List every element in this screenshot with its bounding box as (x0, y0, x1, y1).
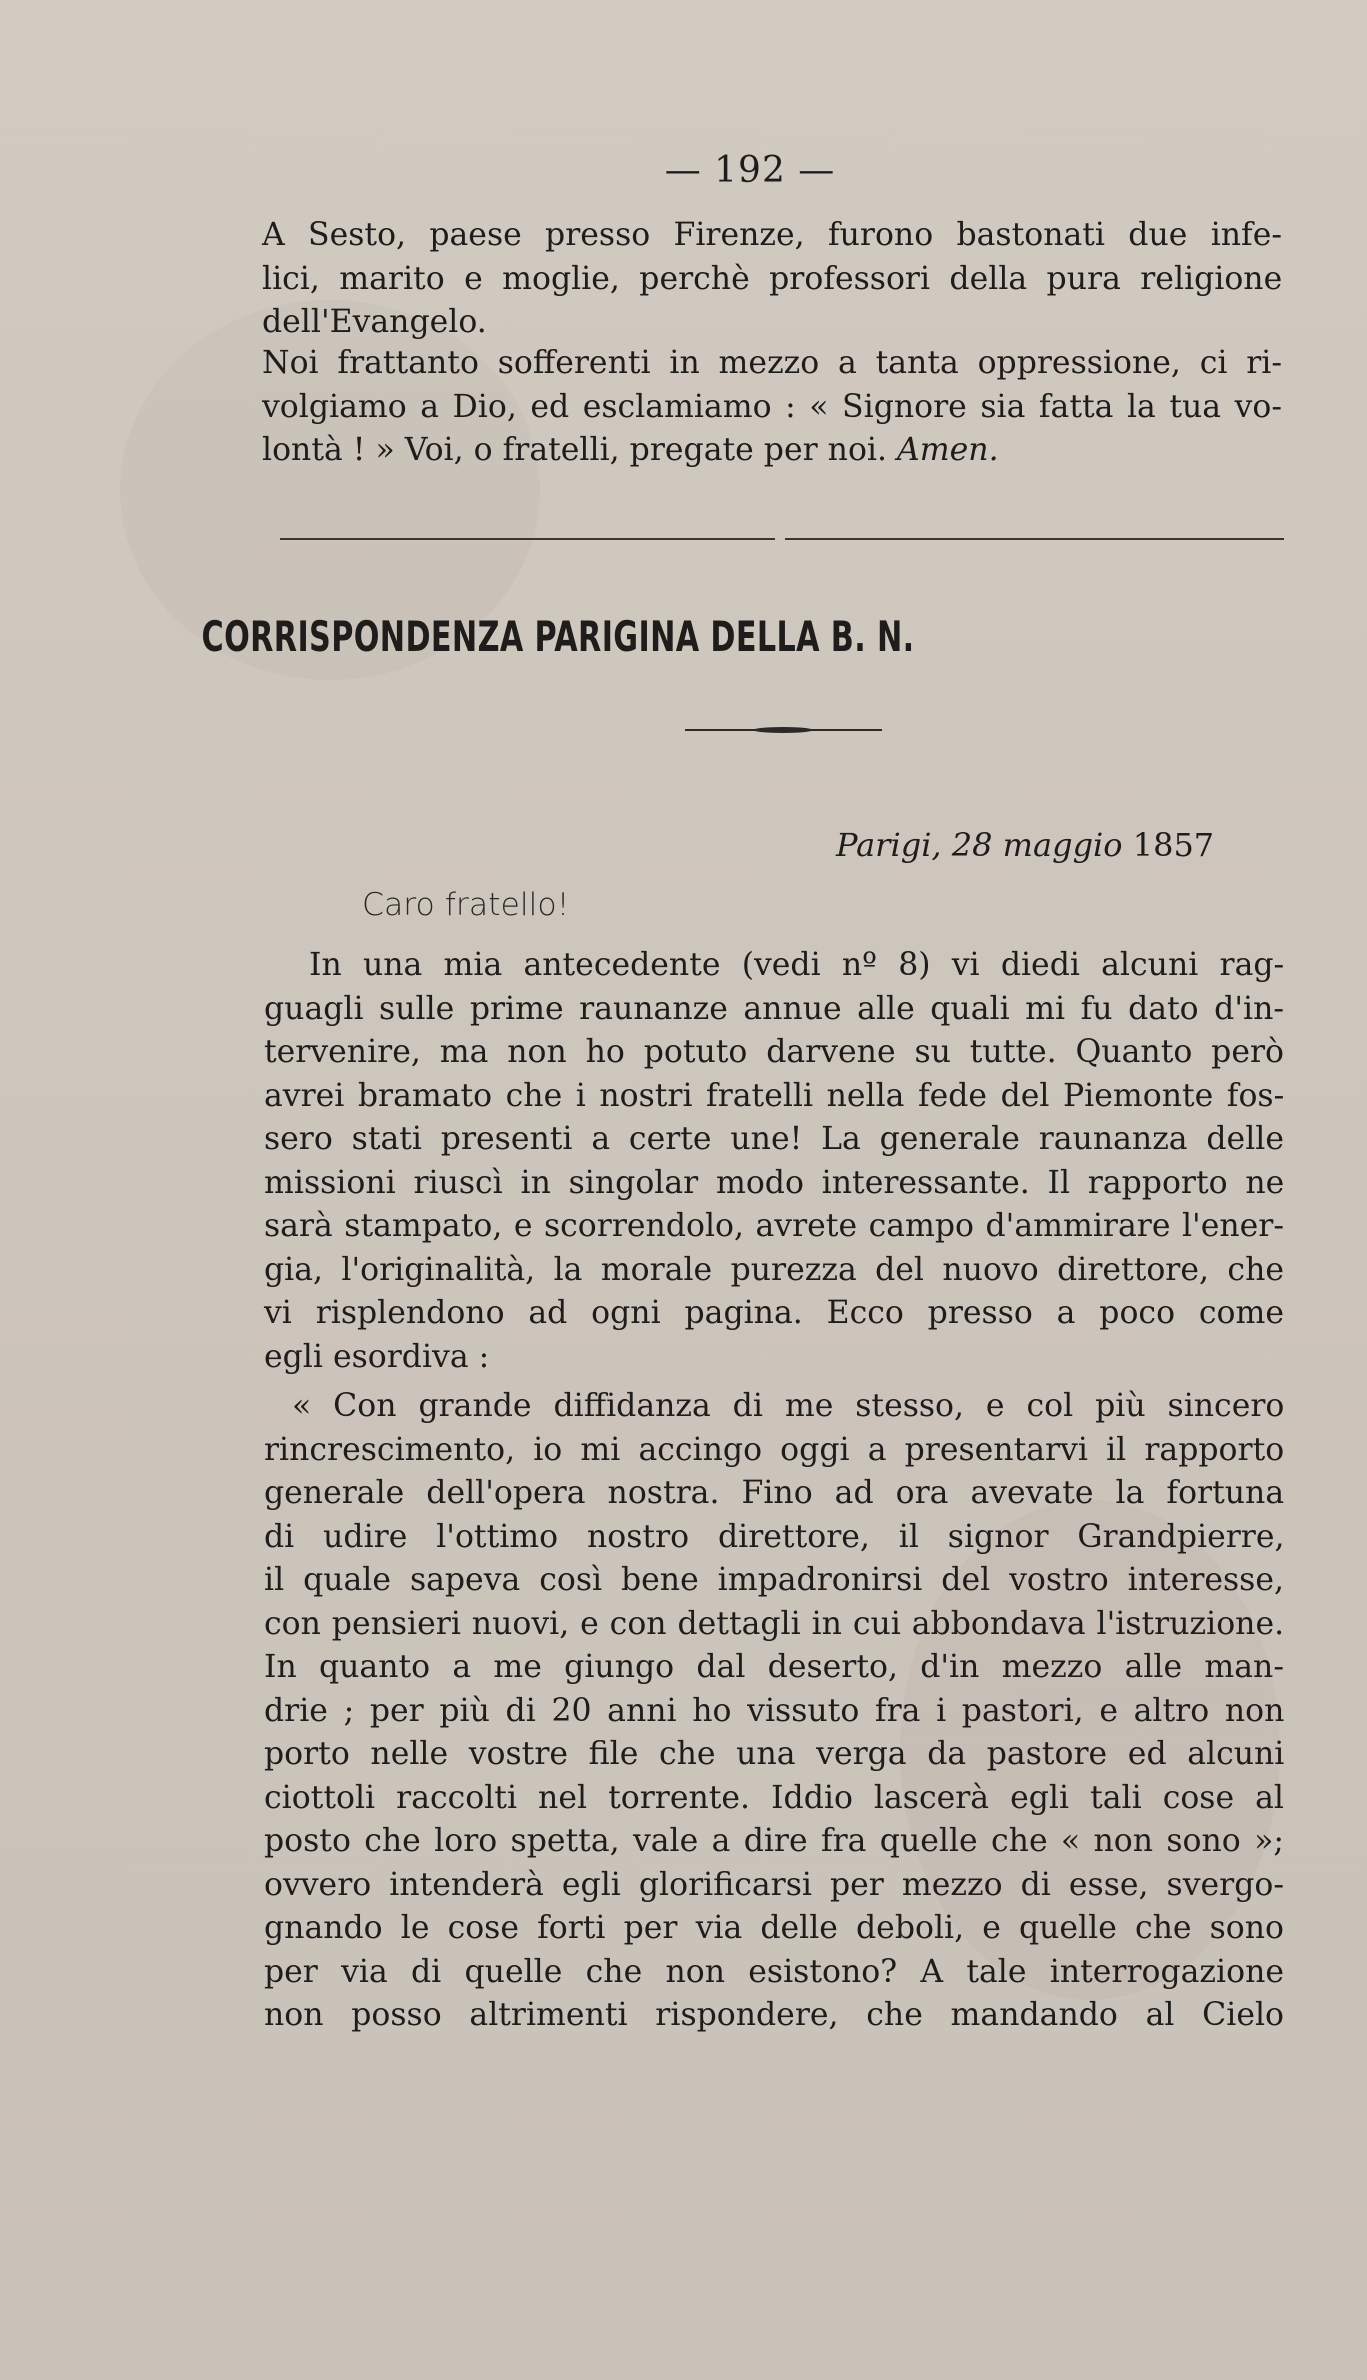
letter-salutation: Caro fratello! (362, 887, 570, 923)
text-line: volgiamo a Dio, ed esclamiamo : « Signore sia fatta la tua vo- (262, 388, 1282, 425)
paragraph-sesto (262, 214, 1282, 345)
text-line: « Con grande diffidanza di me stesso, e col più sincero (292, 1388, 1285, 1424)
text-line: tervenire, ma non ho potuto darvene su tutte. Quanto però (264, 1034, 1284, 1070)
text-line: lici, marito e moglie, perchè professori della pura religione (262, 260, 1283, 297)
text-line: il quale sapeva così bene impadronirsi del vostro interesse, (264, 1562, 1284, 1598)
text-line: gnando le cose forti per via delle deboli, e quelle che sono (264, 1910, 1285, 1946)
page-number: — 192 — (664, 150, 836, 191)
text-line: generale dell'opera nostra. Fino ad ora avevate la fortuna (264, 1475, 1285, 1511)
text-line: con pensieri nuovi, e con dettagli in cui abbondava l'istruzione. (264, 1605, 1285, 1642)
paragraph-letter-intro (264, 944, 1284, 1379)
text-line: Noi frattanto sofferenti in mezzo a tanta oppressione, ci ri- (262, 345, 1282, 381)
text-line: porto nelle vostre file che una verga da pastore ed alcuni (264, 1736, 1285, 1772)
text-line: In una mia antecedente (vedi nº 8) vi diedi alcuni rag- (309, 947, 1285, 983)
text-line: posto che loro spetta, vale a dire fra quelle che « non sono »; (264, 1823, 1284, 1859)
section-divider (280, 538, 1284, 540)
text-line: rincrescimento, io mi accingo oggi a presentarvi il rapporto (264, 1431, 1285, 1468)
text-line: vi risplendono ad ogni pagina. Ecco presso a poco come (264, 1295, 1284, 1331)
text-line: ovvero intenderà egli glorificarsi per mezzo di esse, svergo- (264, 1866, 1284, 1903)
text-line: sarà stampato, e scorrendolo, avrete campo d'ammirare l'ener- (264, 1208, 1284, 1244)
section-heading: CORRISPONDENZA PARIGINA DELLA B. N. (201, 612, 915, 661)
divider-rule-right (785, 538, 1284, 540)
text-fragment: lontà ! » Voi, o fratelli, pregate per noi. (262, 432, 898, 468)
text-line: dell'Evangelo. (262, 304, 487, 340)
dateline-year: 1857 (1132, 826, 1215, 864)
text-line: In quanto a me giungo dal deserto, d'in mezzo alle man- (264, 1649, 1284, 1685)
heading-ornament (685, 727, 882, 733)
text-line: egli esordiva : (264, 1338, 490, 1375)
letter-dateline (836, 826, 1214, 864)
paragraph-prayer (262, 342, 1282, 473)
paragraph-letter-quote (264, 1385, 1284, 2038)
text-line: di udire l'ottimo nostro direttore, il signor Grandpierre, (264, 1518, 1285, 1555)
divider-rule-left (280, 538, 775, 540)
amen-text: Amen. (897, 432, 999, 468)
text-line: non posso altrimenti rispondere, che mandando al Cielo (264, 1997, 1285, 2033)
text-line: ciottoli raccolti nel torrente. Iddio lascerà egli tali cose al (264, 1779, 1284, 1816)
text-line: gia, l'originalità, la morale purezza del nuovo direttore, che (264, 1251, 1284, 1288)
text-line: guagli sulle prime raunanze annue alle quali mi fu dato d'in- (264, 990, 1284, 1027)
text-line: sero stati presenti a certe une! La generale raunanza delle (264, 1121, 1284, 1157)
dateline-place: Parigi, 28 maggio (836, 826, 1123, 864)
text-line: drie ; per più di 20 anni ho vissuto fra i pastori, e altro non (264, 1692, 1285, 1729)
text-line: A Sesto, paese presso Firenze, furono bastonati due infe- (262, 217, 1282, 253)
ornament-swell (753, 727, 813, 733)
text-line (262, 429, 1282, 473)
text-line: avrei bramato che i nostri fratelli nella fede del Piemonte fos- (264, 1077, 1285, 1114)
text-line: per via di quelle che non esistono? A tale interrogazione (264, 1953, 1284, 1990)
text-line: missioni riuscì in singolar modo interessante. Il rapporto ne (264, 1164, 1285, 1201)
